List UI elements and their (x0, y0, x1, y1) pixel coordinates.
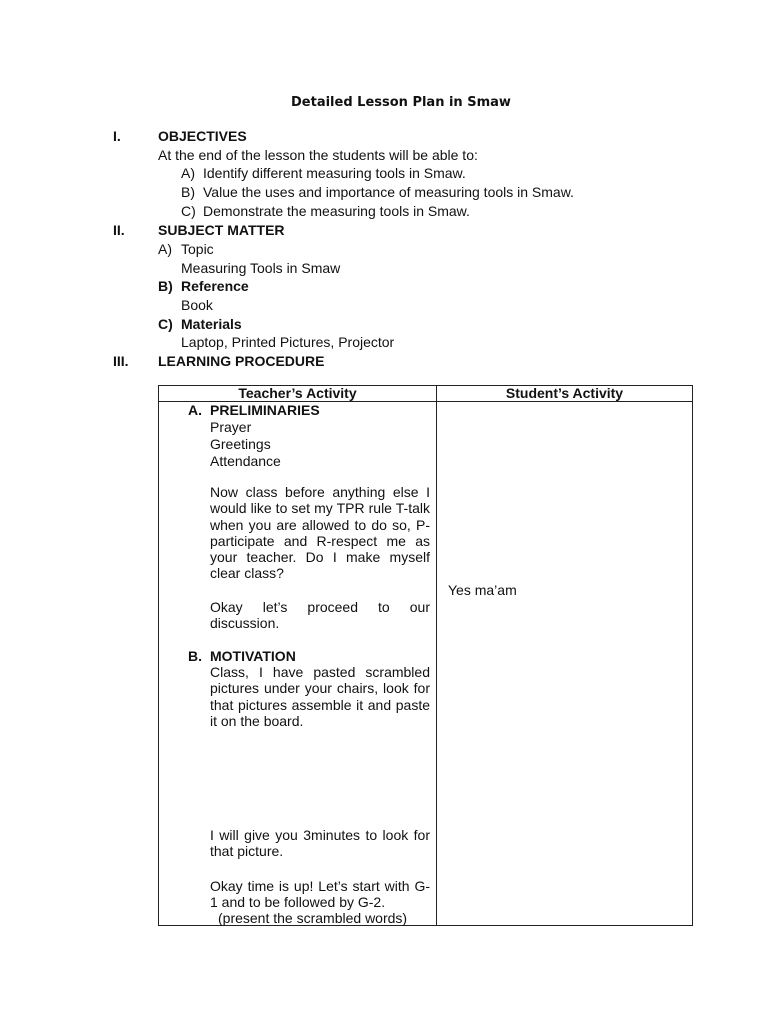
page-title: Detailed Lesson Plan in Smaw (291, 95, 511, 110)
subject-label-reference: Reference (181, 278, 249, 294)
student-activity-header: Student’s Activity (437, 386, 693, 402)
objective-marker-b: B) (181, 184, 195, 200)
teacher-activity-cell (159, 402, 437, 926)
subject-value-reference: Book (181, 297, 213, 313)
objective-marker-a: A) (181, 165, 195, 181)
student-activity-cell (437, 402, 693, 926)
table-header-row (159, 386, 693, 402)
objectives-heading: OBJECTIVES (158, 128, 247, 144)
subject-label-materials: Materials (181, 316, 242, 332)
objective-text-c: Demonstrate the measuring tools in Smaw. (203, 203, 470, 219)
preliminaries-heading: PRELIMINARIES (210, 402, 320, 418)
student-response-yes: Yes ma’am (448, 582, 517, 598)
objectives-intro: At the end of the lesson the students will be able to: (158, 147, 478, 163)
subject-matter-heading: SUBJECT MATTER (158, 222, 285, 238)
time-up-paragraph: Okay time is up! Let’s start with G-1 and to be followed by G-2. (210, 878, 430, 911)
teacher-activity-header: Teacher’s Activity (159, 386, 437, 402)
preliminaries-prayer: Prayer (210, 419, 252, 435)
proceed-paragraph: Okay let’s proceed to our discussion. (210, 599, 430, 632)
procedure-heading: LEARNING PROCEDURE (158, 353, 325, 369)
scrambled-words-note: (present the scrambled words) (218, 910, 408, 926)
subject-marker-b: B) (158, 278, 173, 294)
preliminaries-attendance: Attendance (210, 453, 281, 469)
time-limit-paragraph: I will give you 3minutes to look for that picture. (210, 827, 430, 860)
subject-marker-a: A) (158, 241, 172, 257)
subject-marker-c: C) (158, 316, 173, 332)
objective-marker-c: C) (181, 203, 196, 219)
table-row (159, 402, 693, 926)
motivation-heading: MOTIVATION (210, 648, 296, 664)
subject-value-topic: Measuring Tools in Smaw (181, 260, 341, 276)
motivation-paragraph: Class, I have pasted scrambled pictures under your chairs, look for that pictures assemble it and paste it on the board. (210, 664, 430, 729)
subject-label-topic: Topic (181, 241, 214, 257)
preliminaries-greetings: Greetings (210, 436, 271, 452)
objective-text-a: Identify different measuring tools in Smaw. (203, 165, 466, 181)
motivation-marker: B. (188, 648, 202, 664)
subject-value-materials: Laptop, Printed Pictures, Projector (181, 334, 395, 350)
section-numeral-procedure: III. (113, 353, 129, 369)
tpr-rule-paragraph: Now class before anything else I would like to set my TPR rule T-talk when you are allowed to do so, P-participate and R-respect me as your teacher. Do I make myself clear class? (210, 484, 430, 582)
section-numeral-subject-matter: II. (113, 222, 125, 238)
objective-text-b: Value the uses and importance of measuring tools in Smaw. (203, 184, 574, 200)
procedure-table (158, 385, 693, 926)
section-numeral-objectives: I. (113, 128, 121, 144)
preliminaries-marker: A. (188, 402, 202, 418)
